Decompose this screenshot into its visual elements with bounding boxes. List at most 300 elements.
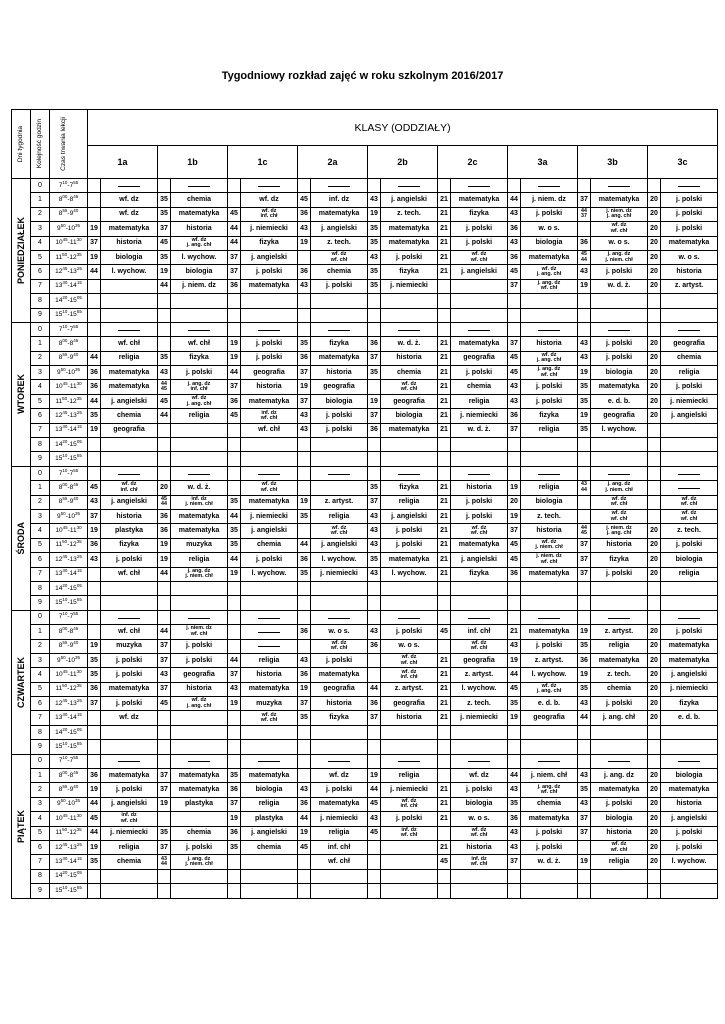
room-cell: 36 bbox=[508, 222, 521, 236]
room-cell: 19 bbox=[368, 207, 381, 221]
room-cell: 20 bbox=[648, 394, 661, 408]
subject-cell bbox=[381, 466, 438, 480]
lesson-time: $8^{55}-9^{40}$ bbox=[50, 639, 88, 653]
room-cell: 36 bbox=[368, 423, 381, 437]
subject-cell bbox=[451, 438, 508, 452]
room-cell: 37 bbox=[158, 639, 171, 653]
room-cell: 19 bbox=[508, 509, 521, 523]
room-cell: 37 bbox=[228, 265, 241, 279]
room-cell: 36 bbox=[298, 207, 311, 221]
room-cell bbox=[88, 711, 101, 725]
room-cell: 21 bbox=[438, 193, 451, 207]
class-header-3a: 3a bbox=[508, 146, 578, 179]
room-cell bbox=[578, 596, 591, 610]
subject-cell: matematyka bbox=[241, 769, 298, 783]
subject-cell: l. wychow. bbox=[101, 265, 158, 279]
subject-cell: religia bbox=[101, 351, 158, 365]
day-label: WTOREK bbox=[12, 322, 31, 466]
subject-cell: biologia bbox=[311, 394, 368, 408]
subject-cell bbox=[591, 869, 648, 883]
lesson-index: 1 bbox=[31, 481, 50, 495]
subject-cell: matematyka bbox=[101, 769, 158, 783]
room-cell: 35 bbox=[88, 855, 101, 869]
subject-cell: inf. dz j. niem. chł bbox=[171, 495, 228, 509]
room-cell bbox=[438, 322, 451, 336]
room-cell: 35 bbox=[578, 394, 591, 408]
subject-cell bbox=[591, 452, 648, 466]
lesson-row bbox=[12, 754, 718, 768]
room-cell: 45 bbox=[508, 538, 521, 552]
subject-cell: fizyka bbox=[101, 538, 158, 552]
room-cell: 43 bbox=[508, 783, 521, 797]
lesson-row bbox=[12, 394, 718, 408]
lesson-row bbox=[12, 294, 718, 308]
day-label: PIĄTEK bbox=[12, 754, 31, 898]
room-cell bbox=[298, 481, 311, 495]
room-cell: 43 44 bbox=[158, 855, 171, 869]
subject-cell bbox=[451, 754, 508, 768]
room-cell: 37 bbox=[158, 769, 171, 783]
subject-cell: historia bbox=[451, 481, 508, 495]
lesson-time: $7^{10}-7^{55}$ bbox=[50, 610, 88, 624]
subject-cell bbox=[241, 639, 298, 653]
subject-cell bbox=[311, 466, 368, 480]
room-cell bbox=[508, 725, 521, 739]
room-cell bbox=[228, 625, 241, 639]
subject-cell: biologia bbox=[521, 495, 578, 509]
subject-cell: matematyka bbox=[381, 222, 438, 236]
room-cell bbox=[158, 438, 171, 452]
lesson-time: $12^{45}-13^{25}$ bbox=[50, 409, 88, 423]
lesson-index: 5 bbox=[31, 250, 50, 264]
room-cell: 36 bbox=[158, 524, 171, 538]
lesson-row bbox=[12, 250, 718, 264]
lesson-row bbox=[12, 207, 718, 221]
room-cell: 43 bbox=[368, 567, 381, 581]
room-cell: 20 bbox=[648, 797, 661, 811]
lesson-time: $15^{10}-15^{55}$ bbox=[50, 452, 88, 466]
empty-dash bbox=[398, 758, 420, 762]
room-cell bbox=[158, 610, 171, 624]
lesson-row bbox=[12, 812, 718, 826]
subject-cell: chemia bbox=[381, 366, 438, 380]
lesson-index: 6 bbox=[31, 409, 50, 423]
lesson-index: 7 bbox=[31, 423, 50, 437]
subject-cell: historia bbox=[591, 538, 648, 552]
subject-cell bbox=[521, 179, 578, 193]
room-cell bbox=[648, 725, 661, 739]
lesson-index: 5 bbox=[31, 538, 50, 552]
room-cell: 19 bbox=[228, 567, 241, 581]
class-header-1a: 1a bbox=[88, 146, 158, 179]
room-cell: 37 bbox=[508, 855, 521, 869]
room-cell: 37 bbox=[578, 826, 591, 840]
room-cell: 45 bbox=[228, 409, 241, 423]
room-cell: 19 bbox=[298, 682, 311, 696]
subject-cell: matematyka bbox=[521, 250, 578, 264]
subject-cell: e. d. b. bbox=[591, 394, 648, 408]
room-cell bbox=[228, 725, 241, 739]
room-cell: 19 bbox=[158, 553, 171, 567]
subject-cell: wf. chł bbox=[101, 337, 158, 351]
room-cell: 36 bbox=[578, 653, 591, 667]
subject-cell: wf. dz bbox=[101, 193, 158, 207]
room-cell: 19 bbox=[298, 826, 311, 840]
subject-cell: fizyka bbox=[451, 567, 508, 581]
subject-cell bbox=[171, 884, 228, 898]
empty-dash bbox=[188, 471, 210, 475]
subject-cell: historia bbox=[311, 366, 368, 380]
room-cell: 21 bbox=[438, 797, 451, 811]
subject-cell bbox=[241, 308, 298, 322]
subject-cell bbox=[451, 740, 508, 754]
subject-cell: j. polski bbox=[311, 783, 368, 797]
room-cell bbox=[228, 179, 241, 193]
subject-cell: j. polski bbox=[661, 380, 718, 394]
lesson-time: $8^{00}-8^{45}$ bbox=[50, 337, 88, 351]
room-cell: 44 bbox=[88, 797, 101, 811]
room-cell bbox=[438, 725, 451, 739]
room-cell: 44 bbox=[88, 826, 101, 840]
subject-cell: inf. dz wf. chł bbox=[381, 826, 438, 840]
room-cell bbox=[578, 495, 591, 509]
subject-cell: j. angielski bbox=[451, 553, 508, 567]
room-cell: 36 bbox=[298, 553, 311, 567]
subject-cell bbox=[591, 581, 648, 595]
subject-cell bbox=[311, 869, 368, 883]
lesson-time: $10^{45}-11^{30}$ bbox=[50, 236, 88, 250]
room-cell: 44 bbox=[88, 351, 101, 365]
room-cell: 36 bbox=[88, 380, 101, 394]
subject-cell bbox=[171, 754, 228, 768]
subject-cell: j. ang. dz wf. chł bbox=[521, 279, 578, 293]
room-cell bbox=[438, 308, 451, 322]
room-cell: 43 bbox=[368, 812, 381, 826]
room-cell bbox=[298, 308, 311, 322]
subject-cell: wf. dz inf. chł bbox=[241, 207, 298, 221]
room-cell: 35 bbox=[88, 409, 101, 423]
room-cell bbox=[368, 740, 381, 754]
subject-cell bbox=[591, 466, 648, 480]
subject-cell bbox=[661, 596, 718, 610]
room-cell: 37 bbox=[228, 668, 241, 682]
room-cell: 36 bbox=[158, 509, 171, 523]
subject-cell: inf. chł bbox=[311, 840, 368, 854]
lesson-row bbox=[12, 783, 718, 797]
room-cell bbox=[158, 869, 171, 883]
room-cell: 19 bbox=[578, 855, 591, 869]
subject-cell: chemia bbox=[101, 855, 158, 869]
room-cell bbox=[438, 179, 451, 193]
lesson-row bbox=[12, 553, 718, 567]
subject-cell: j. polski bbox=[241, 553, 298, 567]
lesson-time: $14^{20}-15^{05}$ bbox=[50, 869, 88, 883]
room-cell bbox=[648, 869, 661, 883]
room-cell: 44 bbox=[368, 682, 381, 696]
empty-dash bbox=[538, 615, 560, 619]
room-cell bbox=[578, 725, 591, 739]
room-cell bbox=[648, 884, 661, 898]
subject-cell bbox=[381, 179, 438, 193]
room-cell: 44 bbox=[228, 509, 241, 523]
room-cell: 21 bbox=[438, 351, 451, 365]
room-cell bbox=[298, 740, 311, 754]
room-cell bbox=[578, 754, 591, 768]
class-header-1b: 1b bbox=[158, 146, 228, 179]
subject-cell bbox=[661, 740, 718, 754]
lesson-index: 3 bbox=[31, 797, 50, 811]
subject-cell: j. polski bbox=[381, 250, 438, 264]
day-label: ŚRODA bbox=[12, 466, 31, 610]
room-cell: 37 bbox=[158, 840, 171, 854]
subject-cell: religia bbox=[171, 553, 228, 567]
lesson-time: $13^{30}-14^{15}$ bbox=[50, 423, 88, 437]
subject-cell: j. polski bbox=[521, 394, 578, 408]
room-cell: 36 bbox=[298, 797, 311, 811]
subject-cell: geografia bbox=[311, 682, 368, 696]
lesson-time: $13^{30}-14^{15}$ bbox=[50, 279, 88, 293]
room-cell: 45 bbox=[368, 826, 381, 840]
subject-cell bbox=[101, 294, 158, 308]
room-cell: 36 bbox=[368, 639, 381, 653]
room-cell: 43 bbox=[298, 279, 311, 293]
empty-dash bbox=[118, 183, 140, 187]
room-cell: 43 bbox=[158, 366, 171, 380]
subject-cell bbox=[521, 610, 578, 624]
subject-cell: wf. dz wf. chł bbox=[591, 222, 648, 236]
room-cell bbox=[88, 740, 101, 754]
lesson-time: $13^{30}-14^{15}$ bbox=[50, 711, 88, 725]
room-cell: 20 bbox=[648, 538, 661, 552]
room-cell: 35 bbox=[578, 380, 591, 394]
subject-cell: wf. dz wf. chł bbox=[241, 481, 298, 495]
subject-cell bbox=[311, 322, 368, 336]
subject-cell bbox=[591, 725, 648, 739]
subject-cell bbox=[591, 610, 648, 624]
room-cell bbox=[368, 596, 381, 610]
room-cell: 19 bbox=[578, 366, 591, 380]
subject-cell: historia bbox=[381, 711, 438, 725]
lesson-row bbox=[12, 193, 718, 207]
subject-cell bbox=[661, 610, 718, 624]
subject-cell: w. o s. bbox=[591, 236, 648, 250]
subject-cell: z. tech. bbox=[521, 509, 578, 523]
room-cell: 43 bbox=[368, 509, 381, 523]
room-cell: 44 bbox=[88, 265, 101, 279]
class-header-2a: 2a bbox=[298, 146, 368, 179]
empty-dash bbox=[398, 615, 420, 619]
room-cell: 21 bbox=[438, 337, 451, 351]
subject-cell: matematyka bbox=[311, 351, 368, 365]
subject-cell: biologia bbox=[661, 769, 718, 783]
room-cell bbox=[508, 179, 521, 193]
room-cell: 43 bbox=[298, 653, 311, 667]
lesson-time: $12^{45}-13^{25}$ bbox=[50, 265, 88, 279]
room-cell bbox=[578, 509, 591, 523]
subject-cell: matematyka bbox=[311, 207, 368, 221]
lesson-index: 3 bbox=[31, 222, 50, 236]
empty-dash bbox=[468, 615, 490, 619]
lesson-time: $14^{20}-15^{05}$ bbox=[50, 438, 88, 452]
room-cell: 21 bbox=[438, 409, 451, 423]
room-cell: 37 bbox=[88, 697, 101, 711]
empty-dash bbox=[258, 643, 280, 647]
subject-cell: historia bbox=[101, 509, 158, 523]
room-cell: 44 bbox=[508, 668, 521, 682]
subject-cell: wf. dz inf. chł bbox=[101, 481, 158, 495]
subject-cell: biologia bbox=[591, 366, 648, 380]
subject-cell: j. niem. dz j. ang. chł bbox=[591, 207, 648, 221]
subject-cell: j. ang. dz j. niem. chł bbox=[591, 250, 648, 264]
lesson-index: 8 bbox=[31, 294, 50, 308]
room-cell: 21 bbox=[438, 567, 451, 581]
subject-cell: wf. dz j. ang. chł bbox=[521, 682, 578, 696]
room-cell bbox=[88, 452, 101, 466]
subject-cell: matematyka bbox=[241, 279, 298, 293]
empty-dash bbox=[328, 327, 350, 331]
room-cell: 19 bbox=[578, 625, 591, 639]
subject-cell: l. wychow. bbox=[311, 553, 368, 567]
lesson-time: $7^{10}-7^{55}$ bbox=[50, 466, 88, 480]
empty-dash bbox=[328, 183, 350, 187]
subject-cell bbox=[521, 452, 578, 466]
subject-cell bbox=[311, 610, 368, 624]
room-cell: 37 bbox=[578, 193, 591, 207]
subject-cell bbox=[101, 322, 158, 336]
room-cell bbox=[368, 308, 381, 322]
subject-cell bbox=[451, 308, 508, 322]
lesson-time: $12^{45}-13^{25}$ bbox=[50, 553, 88, 567]
lesson-time: $9^{50}-10^{35}$ bbox=[50, 653, 88, 667]
room-cell: 20 bbox=[158, 481, 171, 495]
room-cell bbox=[158, 322, 171, 336]
room-cell: 35 bbox=[88, 653, 101, 667]
subject-cell: j. niemiecki bbox=[101, 826, 158, 840]
room-cell: 35 bbox=[158, 351, 171, 365]
room-cell bbox=[228, 423, 241, 437]
room-cell: 37 bbox=[228, 250, 241, 264]
room-cell: 44 bbox=[508, 193, 521, 207]
subject-cell: j. angielski bbox=[311, 222, 368, 236]
room-cell: 44 bbox=[508, 769, 521, 783]
room-cell: 44 37 bbox=[578, 207, 591, 221]
subject-cell bbox=[591, 596, 648, 610]
room-cell: 45 bbox=[158, 394, 171, 408]
subject-cell bbox=[451, 884, 508, 898]
room-cell: 35 bbox=[578, 682, 591, 696]
subject-cell: l. wychow. bbox=[591, 423, 648, 437]
empty-dash bbox=[188, 615, 210, 619]
room-cell bbox=[298, 581, 311, 595]
room-cell bbox=[228, 581, 241, 595]
room-cell: 21 bbox=[438, 711, 451, 725]
lesson-row bbox=[12, 380, 718, 394]
lesson-index: 1 bbox=[31, 625, 50, 639]
empty-dash bbox=[468, 471, 490, 475]
room-cell: 43 bbox=[368, 524, 381, 538]
subject-cell: j. polski bbox=[521, 639, 578, 653]
lesson-row bbox=[12, 581, 718, 595]
subject-cell bbox=[311, 884, 368, 898]
room-cell bbox=[368, 869, 381, 883]
lesson-row bbox=[12, 337, 718, 351]
room-cell: 43 bbox=[158, 668, 171, 682]
subject-cell: wf. chł bbox=[101, 567, 158, 581]
subject-cell: j. polski bbox=[311, 279, 368, 293]
room-cell: 20 bbox=[648, 668, 661, 682]
room-cell bbox=[648, 481, 661, 495]
room-cell bbox=[438, 754, 451, 768]
lesson-time: $11^{50}-12^{35}$ bbox=[50, 394, 88, 408]
room-cell: 43 bbox=[508, 236, 521, 250]
empty-dash bbox=[608, 615, 630, 619]
subject-cell bbox=[101, 610, 158, 624]
subject-cell: wf. dz wf. chł bbox=[591, 495, 648, 509]
room-cell bbox=[228, 294, 241, 308]
room-cell: 37 bbox=[578, 538, 591, 552]
lesson-index: 2 bbox=[31, 495, 50, 509]
subject-cell bbox=[381, 884, 438, 898]
subject-cell: plastyka bbox=[171, 797, 228, 811]
empty-dash bbox=[538, 327, 560, 331]
subject-cell bbox=[381, 855, 438, 869]
subject-cell: j. niemiecki bbox=[241, 222, 298, 236]
subject-cell: fizyka bbox=[311, 711, 368, 725]
room-cell bbox=[648, 509, 661, 523]
room-cell: 37 bbox=[508, 524, 521, 538]
lesson-row bbox=[12, 438, 718, 452]
empty-dash bbox=[258, 758, 280, 762]
room-cell bbox=[578, 581, 591, 595]
room-cell bbox=[298, 725, 311, 739]
room-cell: 21 bbox=[438, 250, 451, 264]
lesson-index: 1 bbox=[31, 193, 50, 207]
subject-cell: j. polski bbox=[171, 366, 228, 380]
subject-cell: j. niem. dz bbox=[171, 279, 228, 293]
room-cell: 44 bbox=[158, 625, 171, 639]
subject-cell: j. polski bbox=[661, 207, 718, 221]
subject-cell: wf. chł bbox=[311, 855, 368, 869]
empty-dash bbox=[398, 183, 420, 187]
subject-cell: biologia bbox=[521, 236, 578, 250]
room-cell: 21 bbox=[438, 222, 451, 236]
subject-cell: inf. dz wf. chł bbox=[241, 409, 298, 423]
lesson-row bbox=[12, 423, 718, 437]
room-cell bbox=[298, 855, 311, 869]
room-cell: 36 bbox=[508, 812, 521, 826]
subject-cell: chemia bbox=[661, 351, 718, 365]
subject-cell bbox=[101, 179, 158, 193]
room-cell: 45 44 bbox=[578, 250, 591, 264]
subject-cell: matematyka bbox=[451, 337, 508, 351]
empty-dash bbox=[398, 471, 420, 475]
empty-dash bbox=[678, 183, 700, 187]
lesson-index: 1 bbox=[31, 769, 50, 783]
room-cell bbox=[228, 308, 241, 322]
subject-cell bbox=[381, 596, 438, 610]
room-cell: 20 bbox=[648, 279, 661, 293]
room-cell: 19 bbox=[368, 769, 381, 783]
lesson-row bbox=[12, 610, 718, 624]
subject-cell: chemia bbox=[311, 265, 368, 279]
lesson-index: 2 bbox=[31, 639, 50, 653]
subject-cell bbox=[171, 581, 228, 595]
lesson-time: $9^{50}-10^{35}$ bbox=[50, 366, 88, 380]
room-cell: 43 bbox=[508, 394, 521, 408]
empty-dash bbox=[468, 327, 490, 331]
room-cell: 20 bbox=[648, 351, 661, 365]
subject-cell: j. polski bbox=[311, 653, 368, 667]
